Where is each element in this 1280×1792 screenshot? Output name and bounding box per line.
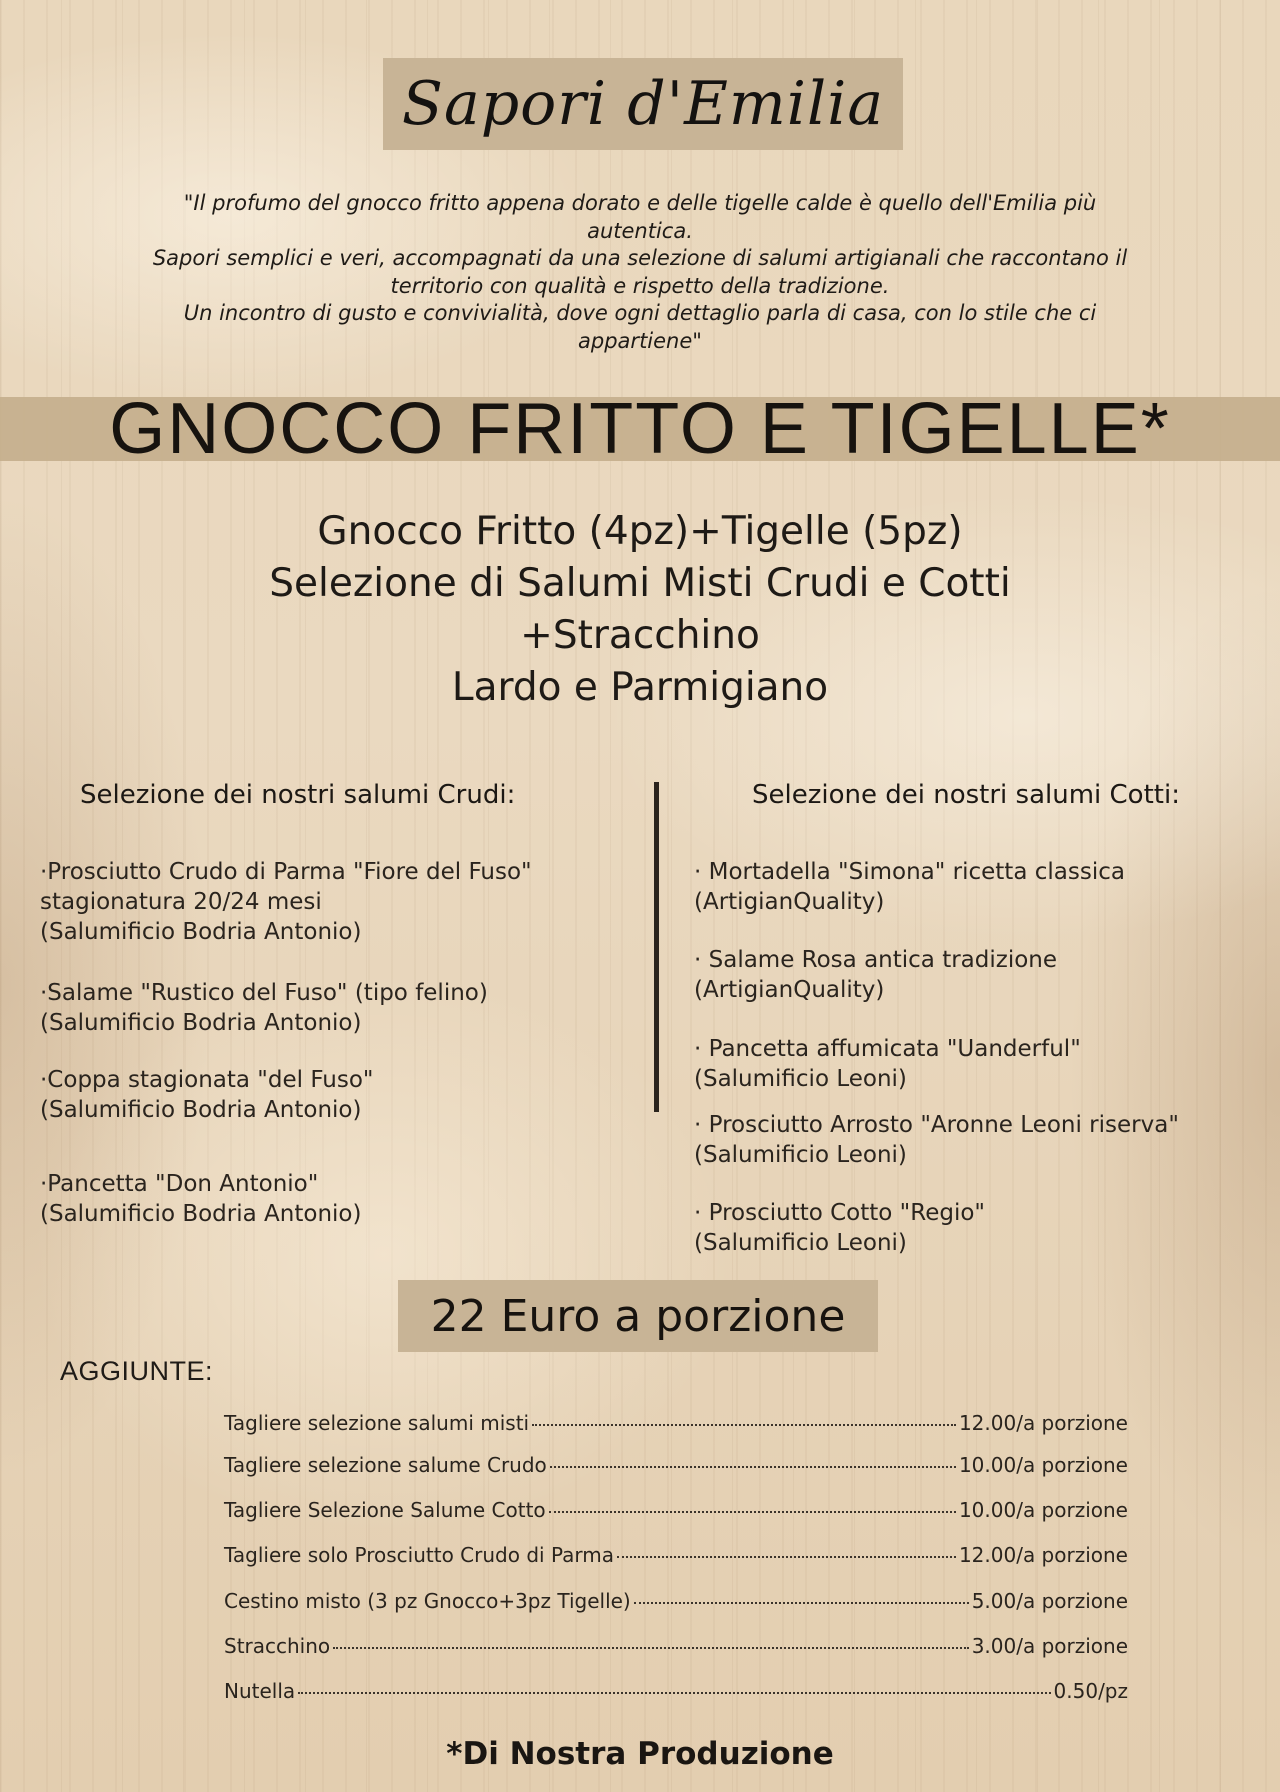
addon-label: Tagliere selezione salume Crudo xyxy=(224,1453,547,1477)
dot-leader xyxy=(550,1466,956,1468)
item-line: · Mortadella "Simona" ricetta classica xyxy=(694,859,1125,885)
addon-row xyxy=(224,1679,1128,1707)
item-line: (Salumificio Bodria Antonio) xyxy=(40,1097,362,1123)
addon-label: Tagliere Selezione Salume Cotto xyxy=(224,1498,546,1522)
dot-leader xyxy=(333,1647,969,1649)
crudi-item xyxy=(40,978,488,1038)
addon-row xyxy=(224,1411,1128,1439)
addon-price: 5.00/a porzione xyxy=(971,1589,1128,1613)
item-line: ·Pancetta "Don Antonio" xyxy=(40,1171,319,1197)
item-line: ·Salame "Rustico del Fuso" (tipo felino) xyxy=(40,980,488,1006)
item-line: ·Prosciutto Crudo di Parma "Fiore del Fuso" xyxy=(40,859,532,885)
crudi-item xyxy=(40,1169,361,1229)
item-line: (Salumificio Bodria Antonio) xyxy=(40,1010,362,1036)
crudi-item xyxy=(40,857,532,947)
item-line: · Salame Rosa antica tradizione xyxy=(694,947,1058,973)
offer-line: +Stracchino xyxy=(520,613,760,658)
cotti-item xyxy=(694,1110,1179,1170)
item-line: (ArtigianQuality) xyxy=(694,977,885,1003)
dot-leader xyxy=(298,1692,1050,1694)
menu-title: Sapori d'Emilia xyxy=(401,69,885,139)
item-line: ·Coppa stagionata "del Fuso" xyxy=(40,1067,374,1093)
offer-line: Gnocco Fritto (4pz)+Tigelle (5pz) xyxy=(317,509,963,554)
column-divider xyxy=(654,782,659,1112)
item-line: · Prosciutto Arrosto "Aronne Leoni riserva" xyxy=(694,1112,1179,1138)
cotti-item xyxy=(694,857,1125,917)
intro-line: appartiene" xyxy=(578,328,702,353)
item-line: (Salumificio Leoni) xyxy=(694,1230,907,1256)
offer-line: Lardo e Parmigiano xyxy=(451,665,829,710)
addon-price: 10.00/a porzione xyxy=(958,1498,1128,1522)
cotti-item xyxy=(694,945,1057,1005)
cotti-item xyxy=(694,1198,985,1258)
item-line: (Salumificio Leoni) xyxy=(694,1142,907,1168)
aggiunte-heading: AGGIUNTE: xyxy=(60,1356,214,1386)
item-line: (Salumificio Leoni) xyxy=(694,1066,907,1092)
crudi-heading: Selezione dei nostri salumi Crudi: xyxy=(80,780,516,810)
intro-line: autentica. xyxy=(587,218,693,243)
addon-row xyxy=(224,1453,1128,1481)
addon-price: 3.00/a porzione xyxy=(971,1634,1128,1658)
intro-line: Un incontro di gusto e convivialità, dove ogni dettaglio parla di casa, con lo stile che ci xyxy=(183,301,1097,325)
addon-label: Tagliere solo Prosciutto Crudo di Parma xyxy=(224,1543,614,1567)
crudi-item xyxy=(40,1065,374,1125)
addon-price: 12.00/a porzione xyxy=(958,1543,1128,1567)
addon-label: Stracchino xyxy=(224,1634,331,1658)
addon-label: Nutella xyxy=(224,1679,296,1703)
price-banner xyxy=(398,1280,878,1352)
addon-label: Cestino misto (3 pz Gnocco+3pz Tigelle) xyxy=(224,1589,631,1613)
addon-row xyxy=(224,1543,1128,1571)
addon-price: 0.50/pz xyxy=(1053,1679,1128,1703)
item-line: (Salumificio Bodria Antonio) xyxy=(40,919,362,945)
offer-line: Selezione di Salumi Misti Crudi e Cotti xyxy=(269,561,1011,606)
item-line: · Pancetta affumicata "Uanderful" xyxy=(694,1036,1081,1062)
addon-label: Tagliere selezione salumi misti xyxy=(224,1411,530,1435)
intro-line: Sapori semplici e veri, accompagnati da una selezione di salumi artigianali che raccontano il xyxy=(152,246,1128,270)
item-line: stagionatura 20/24 mesi xyxy=(40,889,322,915)
item-line: (Salumificio Bodria Antonio) xyxy=(40,1201,362,1227)
dot-leader xyxy=(549,1511,956,1513)
item-line: · Prosciutto Cotto "Regio" xyxy=(694,1200,985,1226)
intro-quote xyxy=(90,190,1190,355)
offer-description xyxy=(140,506,1140,714)
title-banner xyxy=(383,58,903,150)
price-label: 22 Euro a porzione xyxy=(430,1290,846,1342)
intro-line: territorio con qualità e rispetto della tradizione. xyxy=(390,273,890,298)
intro-line: "Il profumo del gnocco fritto appena dorato e delle tigelle calde è quello dell'Emilia più xyxy=(183,191,1097,215)
addon-row xyxy=(224,1498,1128,1526)
footer-note: *Di Nostra Produzione xyxy=(446,1736,834,1772)
section-title: GNOCCO FRITTO E TIGELLE* xyxy=(109,389,1171,469)
cotti-item xyxy=(694,1034,1081,1094)
addon-price: 12.00/a porzione xyxy=(958,1411,1128,1435)
addon-row xyxy=(224,1589,1128,1617)
dot-leader xyxy=(634,1602,969,1604)
dot-leader xyxy=(617,1556,956,1558)
addon-price: 10.00/a porzione xyxy=(958,1453,1128,1477)
dot-leader xyxy=(532,1424,956,1426)
addon-row xyxy=(224,1634,1128,1662)
item-line: (ArtigianQuality) xyxy=(694,889,885,915)
cotti-heading: Selezione dei nostri salumi Cotti: xyxy=(752,780,1180,810)
